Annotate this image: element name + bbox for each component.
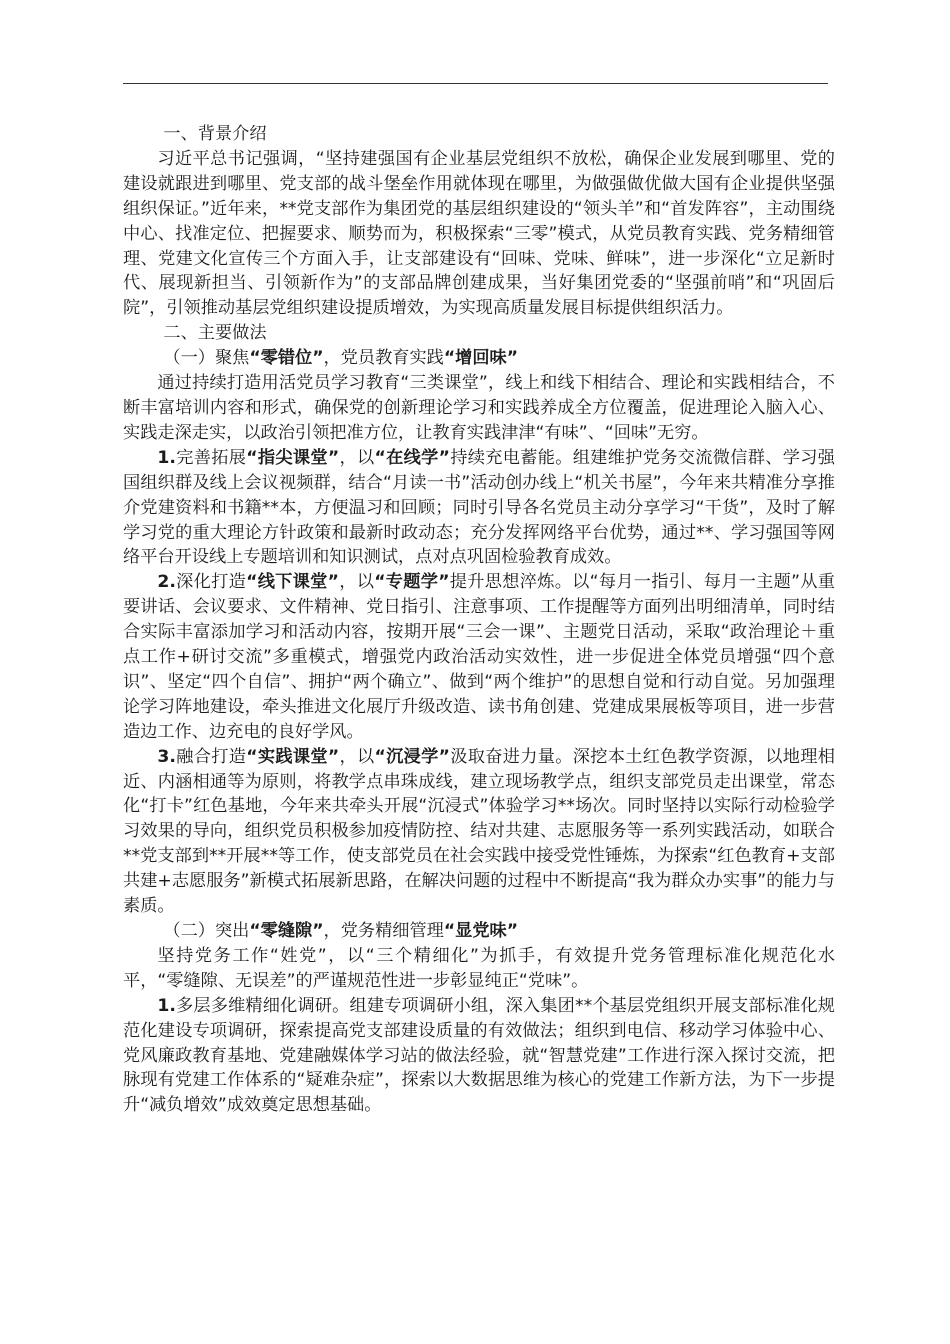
subsection-prefix: （一）聚焦 [163, 348, 250, 369]
header-rule [123, 83, 828, 84]
item-keyword: “专题学” [374, 572, 450, 593]
subsection-heading-2 [123, 919, 835, 944]
item-keyword: “实践课堂” [246, 746, 340, 767]
item-number: 1. [157, 995, 176, 1016]
subsection-keyword: “显党味” [443, 921, 518, 941]
item-text: 汲取奋进力量。深挖本土红色教学资源，以地理相近、内涵相通等为原则，将教学点串珠成线，建立现场教学点，组织支部党员走出课堂，常态化“打卡”红色基地，今年来共牵头开展“沉浸式”体验学习**场次。同时坚持以实际行动检验学习效果的导向，组织党员积极参加疫情防控、结对共建、志愿服务等一系列实践活动，如联合**党支部到**开展**等工作，使支部党员在社会实践中接受党性锤炼，为探索“红色教育+支部共建+志愿服务”新模式拓展新思路，在解决问题的过程中不断提高“我为群众办实事”的能力与素质。 [123, 746, 835, 917]
subsection-middle: ，党务精细管理 [323, 921, 444, 941]
subsection-keyword: “零缝隙” [249, 921, 324, 941]
document-body [123, 122, 835, 1118]
subsection-prefix: （二）突出 [163, 921, 250, 941]
item-text: ，以 [339, 447, 375, 468]
list-item-4 [123, 994, 835, 1119]
list-item-3 [123, 745, 835, 919]
item-keyword: “沉浸学” [374, 746, 450, 767]
subsection-heading-1 [123, 346, 835, 371]
item-text: ，以 [339, 746, 375, 767]
item-number: 2. [157, 572, 176, 593]
item-keyword: “在线学” [374, 447, 450, 468]
item-number: 3. [157, 746, 176, 767]
item-text: 多层多维精细化调研。组建专项调研小组，深入集团**个基层党组织开展支部标准化规范化建设专项调研，探索提高党支部建设质量的有效做法；组织到电信、移动学习体验中心、党风廉政教育基地、党建融媒体学习站的做法经验，就“智慧党建”工作进行深入探讨交流，把脉现有党建工作体系的“疑难杂症”，探索以大数据思维为核心的党建工作新方法，为下一步提升“减负增效”成效奠定思想基础。 [123, 995, 835, 1116]
item-number: 1. [157, 447, 176, 468]
item-text: ，以 [338, 572, 375, 593]
subsection-keyword: “零错位” [249, 348, 324, 369]
paragraph-intro-1: 通过持续打造用活党员学习教育“三类课堂”，线上和线下相结合、理论和实践相结合，不断丰富培训内容和形式，确保党的创新理论学习和实践养成全方位覆盖，促进理论入脑入心、实践走深走实，以政治引领把准方位，让教育实践津津“有味”、“回味”无穷。 [123, 373, 835, 443]
item-keyword: “线下课堂” [246, 572, 339, 593]
item-text: 融合打造 [175, 746, 247, 767]
item-text: 完善拓展 [175, 447, 247, 468]
section-heading-background: 一、背景介绍 [163, 124, 267, 144]
subsection-keyword: “增回味” [443, 348, 518, 369]
paragraph-intro-2: 坚持党务工作“姓党”，以“三个精细化”为抓手，有效提升党务管理标准化规范化水平，“零缝隙、无误差”的严谨规范性进一步彰显纯正“党味”。 [123, 945, 835, 991]
item-keyword: “指尖课堂” [246, 447, 340, 468]
item-text: 提升思想淬炼。以“每月一指引、每月一主题”从重要讲话、会议要求、文件精神、党日指引、注意事项、工作提醒等方面列出明细清单，同时结合实际丰富添加学习和活动内容，按期开展“三会一课”、主题党日活动，采取“政治理论＋重点工作+研讨交流”多重模式，增强党内政治活动实效性，进一步促进全体党员增强“四个意识”、坚定“四个自信”、拥护“两个确立”、做到“两个维护”的思想自觉和行动自觉。另加强理论学习阵地建设，牵头推进文化展厅升级改造、读书角创建、党建成果展板等项目，进一步营造边工作、边充电的良好学风。 [123, 572, 835, 742]
section-heading-practices: 二、主要做法 [163, 323, 267, 344]
paragraph-background: 习近平总书记强调，“坚持建强国有企业基层党组织不放松，确保企业发展到哪里、党的建设就跟进到哪里、党支部的战斗堡垒作用就体现在哪里，为做强做优做大国有企业提供坚强组织保证。”近年来，**党支部作为集团党的基层组织建设的“领头羊”和“首发阵容”，主动围绕中心、找准定位、把握要求、顺势而为，积极探索“三零”模式，从党员教育实践、党务精细管理、党建文化宣传三个方面入手，让支部建设有“回味、党味、鲜味”，进一步深化“立足新时代、展现新担当、引领新作为”的支部品牌创建成果，当好集团党委的“坚强前哨”和“巩固后院”，引领推动基层党组织建设提质增效，为实现高质量发展目标提供组织活力。 [123, 148, 835, 319]
item-text: 持续充电蓄能。组建维护党务交流微信群、学习强国组织群及线上会议视频群，结合“月读一书”活动创办线上“机关书屋”，今年来共精准分享推介党建资料和书籍**本，方便温习和回顾；同时引导各名党员主动分享学习“干货”，及时了解学习党的重大理论方针政策和最新时政动态；充分发挥网络平台优势，通过**、学习强国等网络平台开设线上专题培训和知识测试，点对点巩固检验教育成效。 [123, 447, 835, 568]
list-item-1 [123, 446, 835, 571]
item-text: 深化打造 [175, 572, 247, 593]
list-item-2 [123, 570, 835, 744]
subsection-middle: ，党员教育实践 [323, 348, 444, 369]
